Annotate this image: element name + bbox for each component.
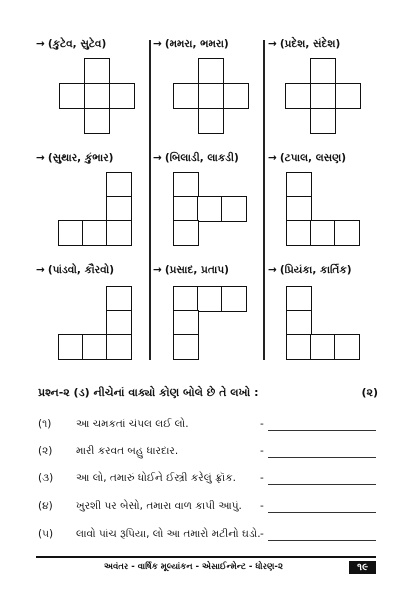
answer-dash: -: [260, 528, 264, 540]
grid-cell[interactable]: [286, 220, 312, 246]
question-heading: [38, 386, 378, 400]
grid-cell[interactable]: [106, 286, 132, 312]
grid-cell[interactable]: [198, 83, 224, 109]
item-number: (૨): [38, 445, 53, 457]
footer-text: અવંતર - વાર્ષિક મૂલ્યાંકન - એસાઈન્મેન્ટ - ધોરણ-૨: [104, 562, 283, 572]
question-label: પ્રશ્ન-૨ (ડ) નીચેનાં વાક્યો કોણ બોલે છે તે લખો :: [38, 386, 259, 399]
answer-line-5[interactable]: [268, 540, 376, 541]
grid-cell[interactable]: [84, 108, 110, 134]
grid-cell[interactable]: [310, 334, 336, 360]
answer-dash: -: [260, 500, 264, 512]
grid-cell[interactable]: [106, 334, 132, 360]
grid-cell[interactable]: [221, 196, 247, 222]
grid-cell[interactable]: [173, 172, 199, 198]
grid-cell[interactable]: [109, 83, 135, 109]
puzzle-2-label: → (મમરા, ભમરા): [153, 38, 229, 50]
grid-cell[interactable]: [58, 334, 84, 360]
puzzle-6-label: → (ટપાલ, લસણ): [268, 152, 347, 164]
arrow-icon: →: [36, 152, 45, 164]
grid-cell[interactable]: [198, 108, 224, 134]
grid-cell[interactable]: [173, 334, 199, 360]
sentence-text: મારી કરવત બહુ ધારદાર.: [76, 445, 179, 457]
arrow-icon: →: [153, 38, 162, 50]
item-number: (૪): [38, 500, 53, 512]
answer-dash: -: [260, 418, 264, 430]
grid-cell[interactable]: [198, 58, 224, 84]
answer-line-1[interactable]: [268, 430, 376, 431]
grid-cell[interactable]: [310, 58, 336, 84]
grid-cell[interactable]: [310, 83, 336, 109]
grid-cell[interactable]: [82, 334, 108, 360]
sentence-text: આ લો, તમારું ધોઈને ઈસ્ત્રી કરેલું ફ્રૉક.: [76, 472, 236, 484]
puzzle-1-label: → (કુટેવ, સુટેવ): [36, 38, 107, 50]
grid-cell[interactable]: [59, 83, 85, 109]
page-footer: [36, 556, 376, 576]
grid-cell[interactable]: [106, 172, 132, 198]
arrow-icon: →: [268, 152, 277, 164]
arrow-icon: →: [153, 152, 162, 164]
grid-cell[interactable]: [223, 83, 249, 109]
grid-cell[interactable]: [310, 108, 336, 134]
grid-cell[interactable]: [286, 196, 312, 222]
grid-cell[interactable]: [334, 334, 360, 360]
puzzle-3-label: → (પ્રદેશ, સંદેશ): [268, 38, 341, 50]
grid-cell[interactable]: [335, 83, 361, 109]
grid-cell[interactable]: [286, 286, 312, 312]
column-divider-1: [149, 40, 151, 360]
grid-cell[interactable]: [173, 83, 199, 109]
grid-cell[interactable]: [106, 310, 132, 336]
puzzle-5-label: → (બિલાડી, લાકડી): [153, 152, 239, 164]
puzzle-4-label: → (સુથાર, કુંભાર): [36, 152, 114, 164]
item-number: (૫): [38, 528, 54, 540]
item-number: (૩): [38, 472, 54, 484]
column-divider-2: [263, 40, 265, 360]
grid-cell[interactable]: [82, 220, 108, 246]
grid-cell[interactable]: [84, 83, 110, 109]
grid-cell[interactable]: [221, 286, 247, 312]
grid-cell[interactable]: [286, 172, 312, 198]
sentence-text: લાવો પાંચ રૂપિયા, લો આ તમારો મટીનો ઘડો.: [76, 528, 261, 540]
arrow-icon: →: [268, 38, 277, 50]
answer-line-2[interactable]: [268, 457, 376, 458]
arrow-icon: →: [268, 264, 277, 276]
page-number: ૧૯: [349, 561, 376, 574]
grid-cell[interactable]: [285, 83, 311, 109]
puzzle-7-label: → (પાંડવો, કૌરવો): [36, 264, 115, 276]
puzzle-9-label: → (પ્રિયંકા, કાર્તિક): [268, 264, 352, 276]
answer-line-4[interactable]: [268, 512, 376, 513]
puzzle-8-label: → (પ્રસાદ, પ્રતાપ): [153, 264, 229, 276]
question-marks: (૨): [361, 386, 378, 399]
grid-cell[interactable]: [173, 310, 199, 336]
arrow-icon: →: [36, 38, 45, 50]
grid-cell[interactable]: [58, 220, 84, 246]
grid-cell[interactable]: [106, 196, 132, 222]
answer-dash: -: [260, 472, 264, 484]
grid-cell[interactable]: [173, 220, 199, 246]
answer-line-3[interactable]: [268, 484, 376, 485]
grid-cell[interactable]: [173, 196, 199, 222]
grid-cell[interactable]: [173, 286, 199, 312]
grid-cell[interactable]: [286, 334, 312, 360]
arrow-icon: →: [153, 264, 162, 276]
grid-cell[interactable]: [106, 220, 132, 246]
grid-cell[interactable]: [84, 58, 110, 84]
sentence-text: ખુરશી પર બેસો, તમારા વાળ કાપી આપું.: [76, 500, 242, 512]
grid-cell[interactable]: [197, 196, 223, 222]
grid-cell[interactable]: [197, 286, 223, 312]
answer-dash: -: [260, 445, 264, 457]
grid-cell[interactable]: [286, 310, 312, 336]
arrow-icon: →: [36, 264, 45, 276]
grid-cell[interactable]: [334, 220, 360, 246]
grid-cell[interactable]: [310, 220, 336, 246]
sentence-text: આ ચમકતાં ચંપલ લઈ લો.: [76, 418, 189, 430]
item-number: (૧): [38, 418, 52, 430]
